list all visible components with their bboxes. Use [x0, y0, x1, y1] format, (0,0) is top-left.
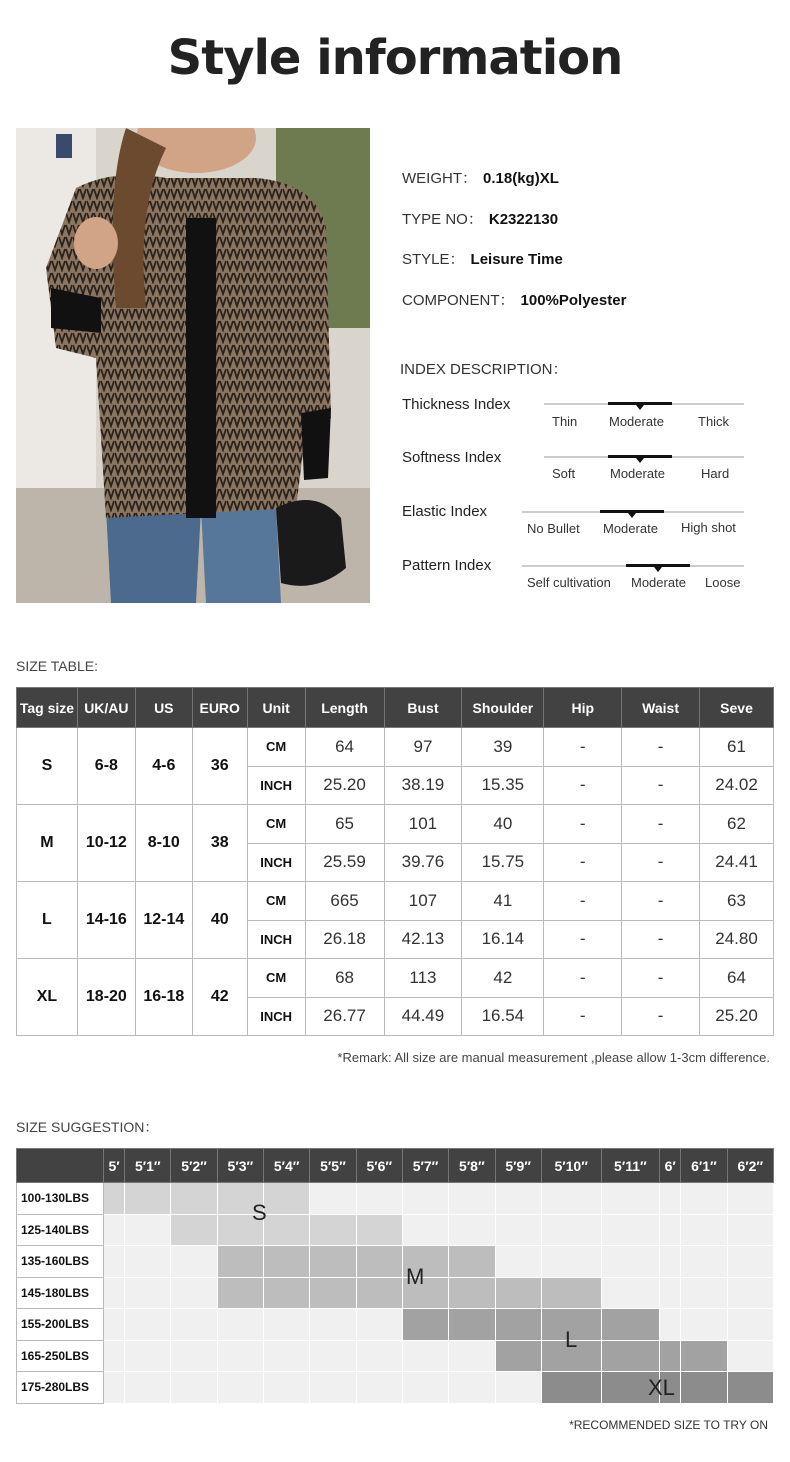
size-cell-xl	[541, 1372, 601, 1404]
size-region-label-xl: XL	[648, 1375, 675, 1400]
type-row	[402, 208, 558, 229]
style-row	[402, 248, 563, 269]
table-row	[17, 959, 774, 998]
size-table	[16, 687, 774, 1036]
us-size-cell: 8-10	[135, 805, 192, 882]
empty-cell	[125, 1214, 171, 1246]
measure-cell: 40	[462, 805, 544, 844]
size-cell-xl	[681, 1372, 727, 1404]
measure-cell: 44.49	[384, 997, 462, 1036]
empty-cell	[495, 1372, 541, 1404]
height-header: 6′2″	[727, 1149, 773, 1183]
column-header: EURO	[192, 688, 247, 728]
page-title: Style information	[167, 30, 623, 86]
empty-cell	[727, 1183, 773, 1215]
column-header: Tag size	[17, 688, 78, 728]
size-cell-m	[449, 1277, 495, 1309]
softness-index	[402, 449, 752, 489]
size-cell-m	[264, 1246, 310, 1278]
measure-cell: 16.14	[462, 920, 544, 959]
measure-cell: -	[622, 997, 700, 1036]
column-header: Seve	[700, 688, 774, 728]
empty-cell	[125, 1246, 171, 1278]
size-cell-m	[495, 1277, 541, 1309]
empty-cell	[310, 1372, 356, 1404]
size-table-header	[17, 688, 774, 728]
us-size-cell: 12-14	[135, 882, 192, 959]
index-name: Thickness Index	[402, 396, 511, 413]
measure-cell: -	[544, 766, 622, 805]
measure-cell: -	[622, 882, 700, 921]
measure-cell: -	[544, 843, 622, 882]
size-cell-s	[171, 1214, 217, 1246]
column-header: Waist	[622, 688, 700, 728]
empty-cell	[727, 1214, 773, 1246]
size-cell-s	[171, 1183, 217, 1215]
measure-cell: -	[622, 959, 700, 998]
empty-cell	[217, 1372, 263, 1404]
unit-cell: CM	[247, 805, 305, 844]
size-cell-s	[125, 1183, 171, 1215]
size-cell-s	[310, 1214, 356, 1246]
index-option: No Bullet	[527, 521, 580, 536]
height-header: 6′	[660, 1149, 681, 1183]
empty-cell	[601, 1246, 660, 1278]
index-option: Moderate	[631, 575, 686, 590]
measure-cell: 25.59	[305, 843, 384, 882]
size-cell-s	[264, 1214, 310, 1246]
size-table-label: SIZE TABLE:	[16, 658, 98, 674]
empty-cell	[681, 1277, 727, 1309]
empty-cell	[104, 1214, 125, 1246]
size-cell-l	[660, 1340, 681, 1372]
empty-cell	[104, 1309, 125, 1341]
empty-cell	[660, 1183, 681, 1215]
empty-cell	[727, 1340, 773, 1372]
empty-cell	[660, 1214, 681, 1246]
column-header: Hip	[544, 688, 622, 728]
height-header: 5′6″	[356, 1149, 402, 1183]
height-header: 6′1″	[681, 1149, 727, 1183]
size-cell-xl	[727, 1372, 773, 1404]
measure-cell: -	[544, 997, 622, 1036]
table-row	[17, 882, 774, 921]
index-marker-icon	[636, 458, 644, 463]
size-suggestion-table	[16, 1148, 774, 1404]
height-header: 5′10″	[541, 1149, 601, 1183]
empty-cell	[125, 1340, 171, 1372]
index-option: High shot	[681, 520, 736, 535]
measure-cell: 63	[700, 882, 774, 921]
measure-cell: -	[622, 805, 700, 844]
column-header: Shoulder	[462, 688, 544, 728]
index-option: Moderate	[609, 414, 664, 429]
empty-cell	[681, 1183, 727, 1215]
unit-cell: INCH	[247, 766, 305, 805]
measure-cell: 97	[384, 728, 462, 767]
euro-size-cell: 40	[192, 882, 247, 959]
height-header: 5′5″	[310, 1149, 356, 1183]
height-header: 5′2″	[171, 1149, 217, 1183]
measure-cell: 16.54	[462, 997, 544, 1036]
size-cell-m	[264, 1277, 310, 1309]
empty-cell	[217, 1309, 263, 1341]
remark-note: *Remark: All size are manual measurement ,please allow 1-3cm difference.	[337, 1050, 770, 1065]
size-cell-s	[264, 1183, 310, 1215]
pattern-index	[402, 557, 752, 597]
component-label: COMPONENT：	[402, 292, 515, 309]
empty-cell	[495, 1246, 541, 1278]
index-option: Self cultivation	[527, 575, 611, 590]
empty-cell	[356, 1340, 402, 1372]
measure-cell: -	[622, 766, 700, 805]
measure-cell: 15.75	[462, 843, 544, 882]
size-region-label-s: S	[252, 1200, 267, 1225]
measure-cell: 39.76	[384, 843, 462, 882]
tag-size-cell: XL	[17, 959, 78, 1036]
uk-size-cell: 6-8	[77, 728, 135, 805]
unit-cell: INCH	[247, 997, 305, 1036]
height-header: 5′11″	[601, 1149, 660, 1183]
euro-size-cell: 38	[192, 805, 247, 882]
uk-size-cell: 10-12	[77, 805, 135, 882]
table-row	[17, 1309, 774, 1341]
empty-cell	[449, 1340, 495, 1372]
measure-cell: 42	[462, 959, 544, 998]
empty-cell	[495, 1183, 541, 1215]
empty-cell	[171, 1340, 217, 1372]
empty-cell	[356, 1372, 402, 1404]
empty-cell	[356, 1183, 402, 1215]
index-marker-icon	[636, 405, 644, 410]
height-header: 5′1″	[125, 1149, 171, 1183]
empty-cell	[727, 1246, 773, 1278]
size-cell-m	[541, 1277, 601, 1309]
index-name: Elastic Index	[402, 503, 488, 520]
size-suggestion-label: SIZE SUGGESTION：	[16, 1119, 159, 1135]
empty-cell	[541, 1246, 601, 1278]
measure-cell: 24.02	[700, 766, 774, 805]
empty-cell	[449, 1214, 495, 1246]
index-marker-icon	[654, 567, 662, 572]
measure-cell: 61	[700, 728, 774, 767]
empty-cell	[171, 1372, 217, 1404]
table-row	[17, 1183, 774, 1215]
empty-cell	[171, 1277, 217, 1309]
table-row	[17, 728, 774, 767]
empty-cell	[660, 1277, 681, 1309]
index-name: Softness Index	[402, 449, 502, 466]
empty-cell	[104, 1340, 125, 1372]
empty-cell	[681, 1309, 727, 1341]
size-cell-l	[402, 1309, 448, 1341]
measure-cell: 26.18	[305, 920, 384, 959]
empty-cell	[171, 1309, 217, 1341]
measure-cell: -	[622, 843, 700, 882]
weight-cell: 175-280LBS	[17, 1372, 104, 1404]
empty-cell	[727, 1309, 773, 1341]
weight-value: 0.18(kg)XL	[483, 170, 559, 187]
index-option: Thick	[698, 414, 730, 429]
empty-cell	[660, 1246, 681, 1278]
tag-size-cell: M	[17, 805, 78, 882]
index-option: Soft	[552, 466, 576, 481]
empty-cell	[601, 1277, 660, 1309]
weight-label: WEIGHT：	[402, 170, 477, 187]
empty-cell	[601, 1183, 660, 1215]
measure-cell: 25.20	[305, 766, 384, 805]
size-cell-m	[217, 1277, 263, 1309]
table-row	[17, 805, 774, 844]
empty-cell	[541, 1214, 601, 1246]
unit-cell: INCH	[247, 920, 305, 959]
weight-cell: 135-160LBS	[17, 1246, 104, 1278]
measure-cell: 42.13	[384, 920, 462, 959]
measure-cell: 65	[305, 805, 384, 844]
recommend-note: *RECOMMENDED SIZE TO TRY ON	[569, 1418, 768, 1432]
tag-size-cell: L	[17, 882, 78, 959]
style-value: Leisure Time	[470, 251, 563, 268]
weight-row	[402, 167, 559, 188]
table-row	[17, 1277, 774, 1309]
empty-cell	[104, 1246, 125, 1278]
empty-cell	[104, 1372, 125, 1404]
empty-cell	[264, 1309, 310, 1341]
empty-cell	[125, 1309, 171, 1341]
size-cell-m	[217, 1246, 263, 1278]
weight-cell: 125-140LBS	[17, 1214, 104, 1246]
index-option: Hard	[701, 466, 730, 481]
empty-cell	[449, 1183, 495, 1215]
empty-cell	[601, 1214, 660, 1246]
measure-cell: 665	[305, 882, 384, 921]
unit-cell: CM	[247, 882, 305, 921]
size-cell-m	[356, 1277, 402, 1309]
index-option: Moderate	[603, 521, 658, 536]
height-header: 5′	[104, 1149, 125, 1183]
measure-cell: 38.19	[384, 766, 462, 805]
measure-cell: 15.35	[462, 766, 544, 805]
measure-cell: 64	[700, 959, 774, 998]
empty-cell	[495, 1214, 541, 1246]
empty-cell	[264, 1372, 310, 1404]
index-option: Moderate	[610, 466, 665, 481]
type-value: K2322130	[488, 211, 559, 228]
unit-cell: CM	[247, 728, 305, 767]
uk-size-cell: 18-20	[77, 959, 135, 1036]
index-option: Loose	[705, 575, 741, 590]
measure-cell: 26.77	[305, 997, 384, 1036]
index-option: Thin	[552, 414, 578, 429]
size-cell-l	[681, 1340, 727, 1372]
measure-cell: 107	[384, 882, 462, 921]
height-header: 5′3″	[217, 1149, 263, 1183]
measure-cell: -	[544, 959, 622, 998]
empty-cell	[660, 1309, 681, 1341]
table-row	[17, 1246, 774, 1278]
size-cell-m	[449, 1246, 495, 1278]
measure-cell: 101	[384, 805, 462, 844]
index-name: Pattern Index	[402, 557, 492, 574]
type-label: TYPE NO：	[402, 211, 483, 228]
measure-cell: 24.80	[700, 920, 774, 959]
measure-cell: 41	[462, 882, 544, 921]
size-region-label-l: L	[565, 1327, 578, 1352]
us-size-cell: 16-18	[135, 959, 192, 1036]
height-header: 5′9″	[495, 1149, 541, 1183]
measure-cell: 113	[384, 959, 462, 998]
us-size-cell: 4-6	[135, 728, 192, 805]
column-header: UK/AU	[77, 688, 135, 728]
index-description-title: INDEX DESCRIPTION：	[400, 361, 568, 378]
size-cell-l	[495, 1340, 541, 1372]
measure-cell: 62	[700, 805, 774, 844]
size-cell-m	[310, 1246, 356, 1278]
empty-cell	[681, 1214, 727, 1246]
empty-cell	[171, 1246, 217, 1278]
table-row	[17, 1340, 774, 1372]
component-value: 100%Polyester	[520, 292, 627, 309]
style-label: STYLE：	[402, 251, 465, 268]
product-photo	[16, 128, 370, 603]
height-header: 5′4″	[264, 1149, 310, 1183]
empty-cell	[104, 1277, 125, 1309]
empty-cell	[356, 1309, 402, 1341]
corner-header	[17, 1149, 104, 1183]
euro-size-cell: 36	[192, 728, 247, 805]
empty-cell	[402, 1372, 448, 1404]
measure-cell: 25.20	[700, 997, 774, 1036]
size-cell-l	[449, 1309, 495, 1341]
weight-cell: 100-130LBS	[17, 1183, 104, 1215]
euro-size-cell: 42	[192, 959, 247, 1036]
unit-cell: CM	[247, 959, 305, 998]
size-cell-l	[601, 1309, 660, 1341]
measure-cell: -	[544, 882, 622, 921]
measure-cell: 39	[462, 728, 544, 767]
size-region-label-m: M	[406, 1264, 425, 1289]
empty-cell	[681, 1246, 727, 1278]
weight-cell: 165-250LBS	[17, 1340, 104, 1372]
weight-cell: 155-200LBS	[17, 1309, 104, 1341]
measure-cell: 64	[305, 728, 384, 767]
measure-cell: -	[622, 920, 700, 959]
size-cell-l	[601, 1340, 660, 1372]
empty-cell	[727, 1277, 773, 1309]
measure-cell: -	[544, 920, 622, 959]
weight-cell: 145-180LBS	[17, 1277, 104, 1309]
empty-cell	[125, 1277, 171, 1309]
empty-cell	[402, 1340, 448, 1372]
empty-cell	[402, 1183, 448, 1215]
measure-cell: -	[622, 728, 700, 767]
empty-cell	[310, 1309, 356, 1341]
height-header: 5′7″	[402, 1149, 448, 1183]
column-header: Bust	[384, 688, 462, 728]
size-cell-s	[356, 1214, 402, 1246]
measure-cell: 24.41	[700, 843, 774, 882]
empty-cell	[217, 1340, 263, 1372]
empty-cell	[125, 1372, 171, 1404]
column-header: US	[135, 688, 192, 728]
empty-cell	[310, 1183, 356, 1215]
uk-size-cell: 14-16	[77, 882, 135, 959]
measure-cell: -	[544, 805, 622, 844]
size-cell-s	[104, 1183, 125, 1215]
index-marker-icon	[628, 513, 636, 518]
size-cell-m	[356, 1246, 402, 1278]
component-row	[402, 289, 626, 310]
measure-cell: -	[544, 728, 622, 767]
empty-cell	[310, 1340, 356, 1372]
suggestion-header	[17, 1149, 774, 1183]
height-header: 5′8″	[449, 1149, 495, 1183]
elastic-index	[402, 503, 752, 543]
unit-cell: INCH	[247, 843, 305, 882]
table-row	[17, 1214, 774, 1246]
empty-cell	[449, 1372, 495, 1404]
tag-size-cell: S	[17, 728, 78, 805]
empty-cell	[264, 1340, 310, 1372]
column-header: Length	[305, 688, 384, 728]
thickness-index	[402, 396, 752, 436]
column-header: Unit	[247, 688, 305, 728]
empty-cell	[402, 1214, 448, 1246]
measure-cell: 68	[305, 959, 384, 998]
size-cell-m	[310, 1277, 356, 1309]
size-cell-l	[495, 1309, 541, 1341]
empty-cell	[541, 1183, 601, 1215]
